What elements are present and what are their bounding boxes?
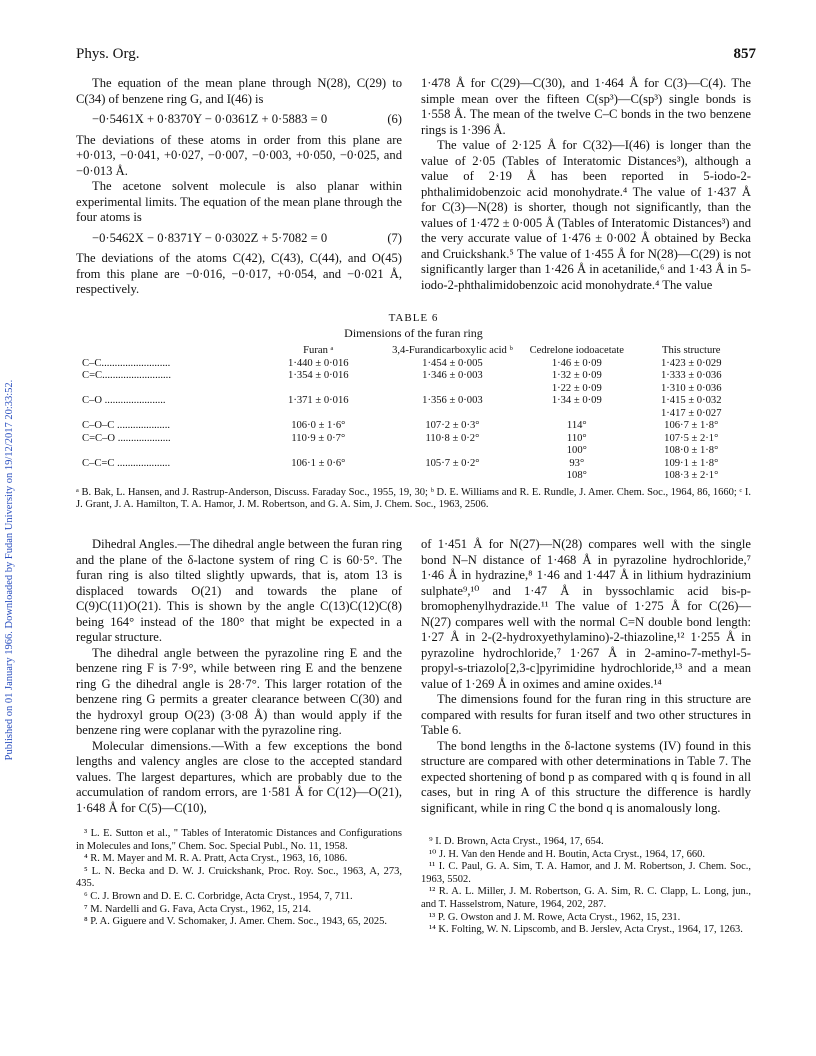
table-cell: C–O ....................... (82, 395, 166, 406)
table-cell: 1·346 ± 0·003 (422, 370, 483, 381)
paragraph: The dimensions found for the furan ring in this structure are compared with results for furan itself and two other structures in Table 6. (421, 692, 751, 737)
table-cell: 106·1 ± 0·6° (291, 457, 346, 469)
reference: ⁸ P. A. Giguere and V. Schomaker, J. Amer. Chem. Soc., 1943, 65, 2025. (84, 916, 387, 928)
table-cell: 1·22 ± 0·09 (551, 382, 602, 394)
equation-text: −0·5461X + 0·8370Y − 0·0361Z + 0·5883 = 0 (92, 112, 328, 126)
download-notice-text: Published on 01 January 1966. Downloaded by Fudan University on 19/12/2017 20:33:52. (4, 379, 15, 761)
table-cell: 93° (569, 457, 585, 469)
reference: ¹³ P. G. Owston and J. M. Rowe, Acta Cryst., 1962, 15, 231. (429, 911, 681, 923)
running-head: Phys. Org. (76, 46, 140, 62)
table-cell: 110·9 ± 0·7° (291, 432, 346, 444)
paragraph: The acetone solvent molecule is also planar within experimental limits. The equation of the mean plane through the four atoms is (76, 179, 402, 224)
table-cell: 1·454 ± 0·005 (422, 357, 483, 369)
table-cell: 1·34 ± 0·09 (551, 395, 602, 406)
paragraph: Molecular dimensions.—With a few exceptions the bond lengths and valency angles are close to the accepted standard values. The largest departures, which are probably due to the accumulation of random errors, are 1·581 Å for C(12)—O(21), 1·648 Å for C(5)—C(10), (76, 738, 402, 815)
table-cell (254, 408, 383, 421)
table-header: 3,4-Furandicarboxylic acid ᵇ (392, 345, 513, 356)
reference: ⁹ I. D. Brown, Acta Cryst., 1964, 17, 654. (429, 836, 604, 847)
table-row (76, 458, 751, 471)
equation-number: (6) (387, 112, 402, 126)
column-left-top (76, 76, 402, 298)
page-number: 857 (733, 46, 756, 62)
table-cell: 1·440 ± 0·016 (288, 357, 349, 369)
table-row (76, 470, 751, 483)
paragraph: The deviations of the atoms C(42), C(43), C(44), and O(45) from this plane are −0·016, −0·017, +0·054, and −0·021 Å, respectively. (76, 251, 402, 296)
paragraph: 1·478 Å for C(29)—C(30), and 1·464 Å for C(3)—C(4). The simple mean over the fifteen C(sp³)—C(sp³) single bonds is 1·558 Å. The mean of the twelve C–C bonds in the two benzene rings is 1·396 Å. (421, 76, 751, 137)
table-header: Cedrelone iodoacetate (529, 345, 624, 356)
table-cell: 108·0 ± 1·8° (664, 445, 719, 456)
table-cell (254, 470, 383, 483)
table-cell: 114° (566, 420, 587, 431)
table-cell (76, 445, 254, 458)
paragraph: The dihedral angle between the pyrazoline ring E and the benzene ring F is 7·9°, while between ring E and the benzene ring G the dihedral angle is 28·7°. This larger rotation of the benzene ring G permits a greater clearance between C(30) and the hydroxyl group O(23) (3·08 Å) than would apply if the benzene ring were coplanar with the pyrazoline ring. (76, 645, 402, 737)
table-header-row (76, 345, 751, 358)
table-cell: 110·8 ± 0·2° (425, 432, 480, 444)
column-right-bottom (421, 537, 751, 816)
table-cell: C–C.......................... (82, 357, 171, 369)
reference: ¹¹ I. C. Paul, G. A. Sim, T. A. Hamor, and J. M. Robertson, J. Chem. Soc., 1963, 5502. (421, 861, 751, 885)
table-cell: 100° (566, 445, 587, 456)
column-right-top (421, 76, 751, 293)
table-cell (254, 383, 383, 396)
table-cell (383, 408, 522, 421)
reference: ³ L. E. Sutton et al., " Tables of Interatomic Distances and Configurations in Molecules and Ions," Chem. Soc. Special Publ., No. 11, 1958. (76, 828, 402, 852)
table-row (76, 395, 751, 408)
references-right (421, 836, 751, 937)
table-cell: 1·356 ± 0·003 (422, 395, 483, 406)
table-cell: 108° (566, 470, 587, 481)
equation-6 (92, 112, 402, 128)
table-row (76, 383, 751, 396)
table-row (76, 420, 751, 433)
reference: ⁶ C. J. Brown and D. E. C. Corbridge, Acta Cryst., 1954, 7, 711. (84, 890, 353, 902)
table-cell: 109·1 ± 1·8° (664, 457, 719, 469)
reference: ¹⁰ J. H. Van den Hende and H. Boutin, Acta Cryst., 1964, 17, 660. (429, 848, 706, 860)
table-cell: 107·2 ± 0·3° (425, 420, 480, 431)
reference: ⁴ R. M. Mayer and M. R. A. Pratt, Acta Cryst., 1963, 16, 1086. (84, 853, 348, 865)
references-left (76, 828, 402, 929)
table-cell (383, 470, 522, 483)
table-cell (383, 445, 522, 458)
paragraph: Dihedral Angles.—The dihedral angle between the furan ring and the plane of the δ-lactone system of ring C is 60·5°. The furan ring is also tilted slightly upwards, that is, atom 13 is displaced towards O(21) and towards the plane of C(9)C(11)O(21). This is shown by the angle C(13)C(12)C(8) being 164° instead of the 180° that might be expected in a regular structure. (76, 537, 402, 644)
table-row (76, 370, 751, 383)
table-cell: 105·7 ± 0·2° (425, 457, 480, 469)
table-cell (76, 408, 254, 421)
table-cell: 107·5 ± 2·1° (664, 432, 719, 444)
table-cell: C–C=C .................... (82, 457, 171, 469)
table-row (76, 358, 751, 371)
table-cell: 1·354 ± 0·016 (288, 370, 349, 381)
equation-text: −0·5462X − 0·8371Y − 0·0302Z + 5·7082 = 0 (92, 230, 328, 245)
table-cell: 106·0 ± 1·6° (291, 420, 346, 431)
table-cell: 1·371 ± 0·016 (288, 395, 349, 406)
reference: ⁵ L. N. Becka and D. W. J. Cruickshank, Proc. Roy. Soc., 1963, A, 273, 435. (76, 865, 402, 890)
table-cell: C=C–O .................... (82, 432, 171, 444)
table-caption: TABLE 6 (388, 312, 439, 324)
paragraph: The equation of the mean plane through N(28), C(29) to C(34) of benzene ring G, and I(46) is (76, 76, 402, 106)
table-cell: 1·415 ± 0·032 (660, 395, 722, 406)
table-title: Dimensions of the furan ring (344, 326, 483, 340)
column-left-bottom (76, 537, 402, 816)
table-cell: 1·423 ± 0·029 (660, 357, 722, 369)
table-cell: 1·333 ± 0·036 (660, 370, 722, 381)
paragraph: The value of 2·125 Å for C(32)—I(46) is longer than the value of 2·05 (Tables of Interatomic Distances³), although a value of 2·19 Å has been reported in 5-iodo-2-phthalimidobenzoic acid monohydrate.⁴ The value of 1·437 Å for C(3)—N(28) is shorter, though not significantly, than the values of 1·472 ± 0·005 Å (Tables of Interatomic Distances³) and the very accurate value of 1·476 ± 0·002 Å obtained by Becka and Cruickshank.⁵ The value of 1·455 Å for N(28)—C(29) is not significantly larger than 1·426 Å in acetanilide,⁶ and 1·43 Å in 5-iodo-2-phthalimidobenzoic acid monohydrate.⁴ The value (421, 138, 751, 292)
table-cell (522, 408, 631, 421)
paragraph: of 1·451 Å for N(27)—N(28) compares well with the single bond N–N distance of 1·468 Å in pyrazoline hydrochloride,⁷ 1·46 Å in hydrazine,⁸ 1·46 and 1·447 Å in lithium hydrazinium sulphate⁹,¹⁰ and 1·47 Å in byssochlamic acid bis-p-bromophenylhydrazide.¹¹ The value of 1·275 Å for C(26)—N(27) compares well with the normal C=N double bond length: 1·27 Å in 2-(2-hydroxyethylamino)-2-thiazoline,¹² 1·255 Å in pyrazoline hydrochloride,⁷ 1·267 Å in 2-amino-7-methyl-5-propyl-s-triazolo[2,3-c]pyrimidine hydrochloride,¹³ and a mean value of 1·269 Å in oximes and amine oxides.¹⁴ (421, 537, 751, 691)
reference: ¹² R. A. L. Miller, J. M. Robertson, G. A. Sim, R. C. Clapp, L. Long, jun., and T. Hasselstrom, Nature, 1964, 202, 287. (421, 886, 751, 910)
paragraph: The deviations of these atoms in order from this plane are +0·013, −0·041, +0·027, −0·007, −0·003, +0·050, −0·025, and −0·013 Å. (76, 132, 402, 178)
equation-7 (92, 231, 402, 247)
furan-dimensions-table (76, 345, 751, 483)
paragraph: The bond lengths in the δ-lactone systems (IV) found in this structure are compared with other determinations in Table 7. The expected shortening of bond p as compared with q is found in all cases, but in ring A of this structure the difference is hardly significant, while in ring C the bond q is anomalously long. (421, 738, 751, 815)
reference: ¹⁴ K. Folting, W. N. Lipscomb, and B. Jerslev, Acta Cryst., 1964, 17, 1263. (429, 924, 743, 936)
table-row (76, 433, 751, 446)
table-cell: 110° (566, 432, 587, 444)
table-cell: 1·32 ± 0·09 (551, 370, 602, 381)
table-cell: 1·417 ± 0·027 (660, 407, 722, 419)
download-notice (4, 250, 20, 890)
table-header: Furan ᵃ (303, 345, 334, 356)
table-cell (383, 383, 522, 396)
table-cell: 108·3 ± 2·1° (664, 470, 719, 481)
table-body (76, 358, 751, 483)
table-cell (254, 445, 383, 458)
table-header: This structure (661, 345, 721, 356)
equation-number: (7) (387, 230, 402, 245)
table-cell (76, 383, 254, 396)
reference: ⁷ M. Nardelli and G. Fava, Acta Cryst., 1962, 15, 214. (84, 903, 312, 915)
table-cell: 1·46 ± 0·09 (551, 357, 602, 369)
table-header (76, 345, 254, 358)
table-cell (76, 470, 254, 483)
table-cell: 106·7 ± 1·8° (664, 420, 719, 431)
table-cell: C–O–C .................... (82, 420, 170, 431)
table-row (76, 408, 751, 421)
table-cell: C=C.......................... (82, 370, 171, 381)
table-row (76, 445, 751, 458)
table-6 (76, 312, 751, 512)
table-cell: 1·310 ± 0·036 (660, 382, 722, 394)
table-footnote: ᵃ B. Bak, L. Hansen, and J. Rastrup-Anderson, Discuss. Faraday Soc., 1955, 19, 30; ᵇ D. E. Williams and R. E. Rundle, J. Amer. Chem. Soc., 1964, 86, 1660; ᶜ I. J. Grant, J. A. Hamilton, T. A. Hamor, J. M. Robertson, and G. A. Sim, J. Chem. Soc., 1963, 2506. (76, 486, 751, 510)
